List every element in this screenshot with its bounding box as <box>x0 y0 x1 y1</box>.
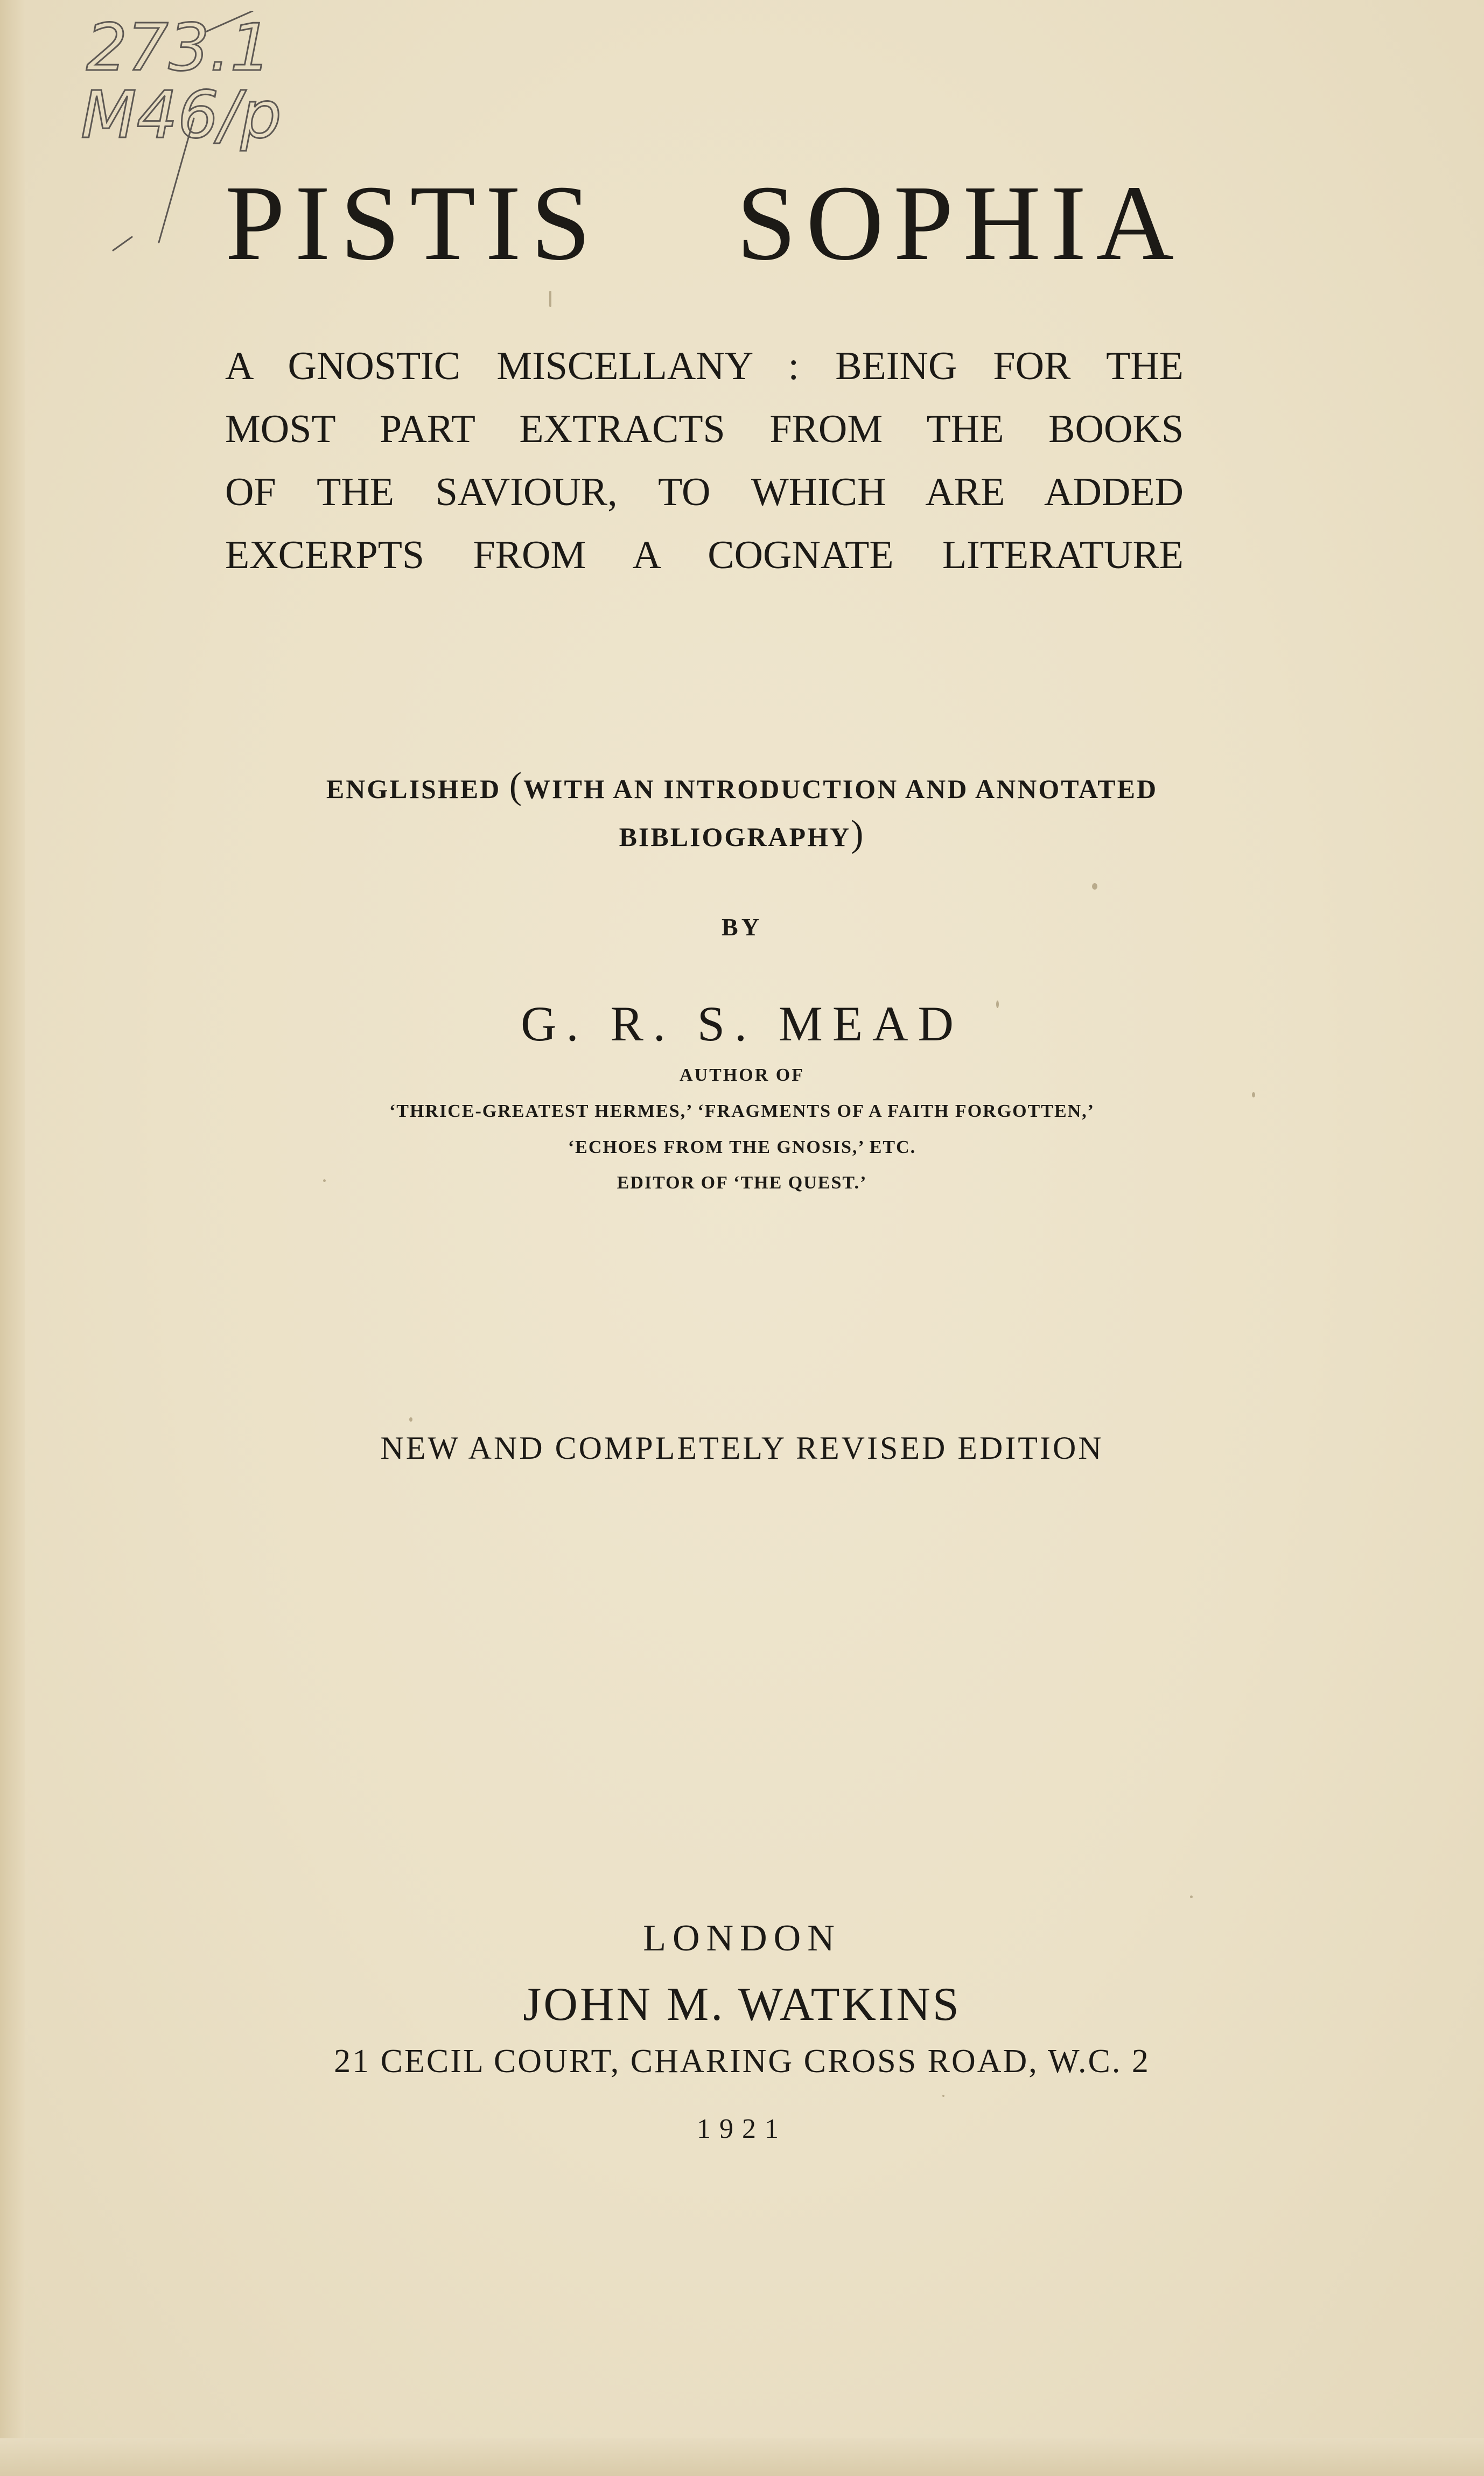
translation-note-line-2: BIBLIOGRAPHY <box>619 822 851 852</box>
author-works-line-1: ‘THRICE-GREATEST HERMES,’ ‘FRAGMENTS OF A FAITH FORGOTTEN,’ <box>389 1101 1095 1121</box>
subtitle-line-1: A GNOSTIC MISCELLANY : BEING FOR THE <box>225 344 1184 388</box>
author-of-label: AUTHOR OF <box>680 1065 804 1085</box>
subtitle-line-2: MOST PART EXTRACTS FROM THE BOOKS <box>225 407 1184 451</box>
translation-paren-close: ) <box>851 813 865 855</box>
subtitle-line-3: OF THE SAVIOUR, TO WHICH ARE ADDED <box>225 470 1184 514</box>
translation-note-line-1: WITH AN INTRODUCTION AND ANNOTATED <box>523 774 1158 804</box>
translation-note-prefix: ENGLISHED <box>326 774 509 804</box>
by-label: BY <box>722 913 762 941</box>
book-title: PISTIS SOPHIA <box>225 164 1184 283</box>
imprint-city: LONDON <box>643 1918 841 1959</box>
imprint-address: 21 CECIL COURT, CHARING CROSS ROAD, W.C. 2 <box>334 2043 1150 2080</box>
imprint-year: 1921 <box>697 2114 787 2144</box>
subtitle-line-4: EXCERPTS FROM A COGNATE LITERATURE <box>225 533 1184 577</box>
translation-note <box>0 764 1484 859</box>
imprint-publisher: JOHN M. WATKINS <box>523 1978 961 2031</box>
page-bottom-edge <box>0 2438 1484 2476</box>
translation-paren-open: ( <box>509 765 524 807</box>
shelfmark-line-1: 273.1 <box>86 11 271 86</box>
page-gutter-edge <box>0 0 25 2476</box>
shelfmark-line-2: M46/p <box>81 78 282 153</box>
author-name: G. R. S. MEAD <box>521 996 963 1051</box>
author-editor-credit: EDITOR OF ‘THE QUEST.’ <box>617 1173 867 1193</box>
edition-statement: NEW AND COMPLETELY REVISED EDITION <box>380 1430 1104 1466</box>
author-works-line-2: ‘ECHOES FROM THE GNOSIS,’ ETC. <box>568 1137 916 1157</box>
